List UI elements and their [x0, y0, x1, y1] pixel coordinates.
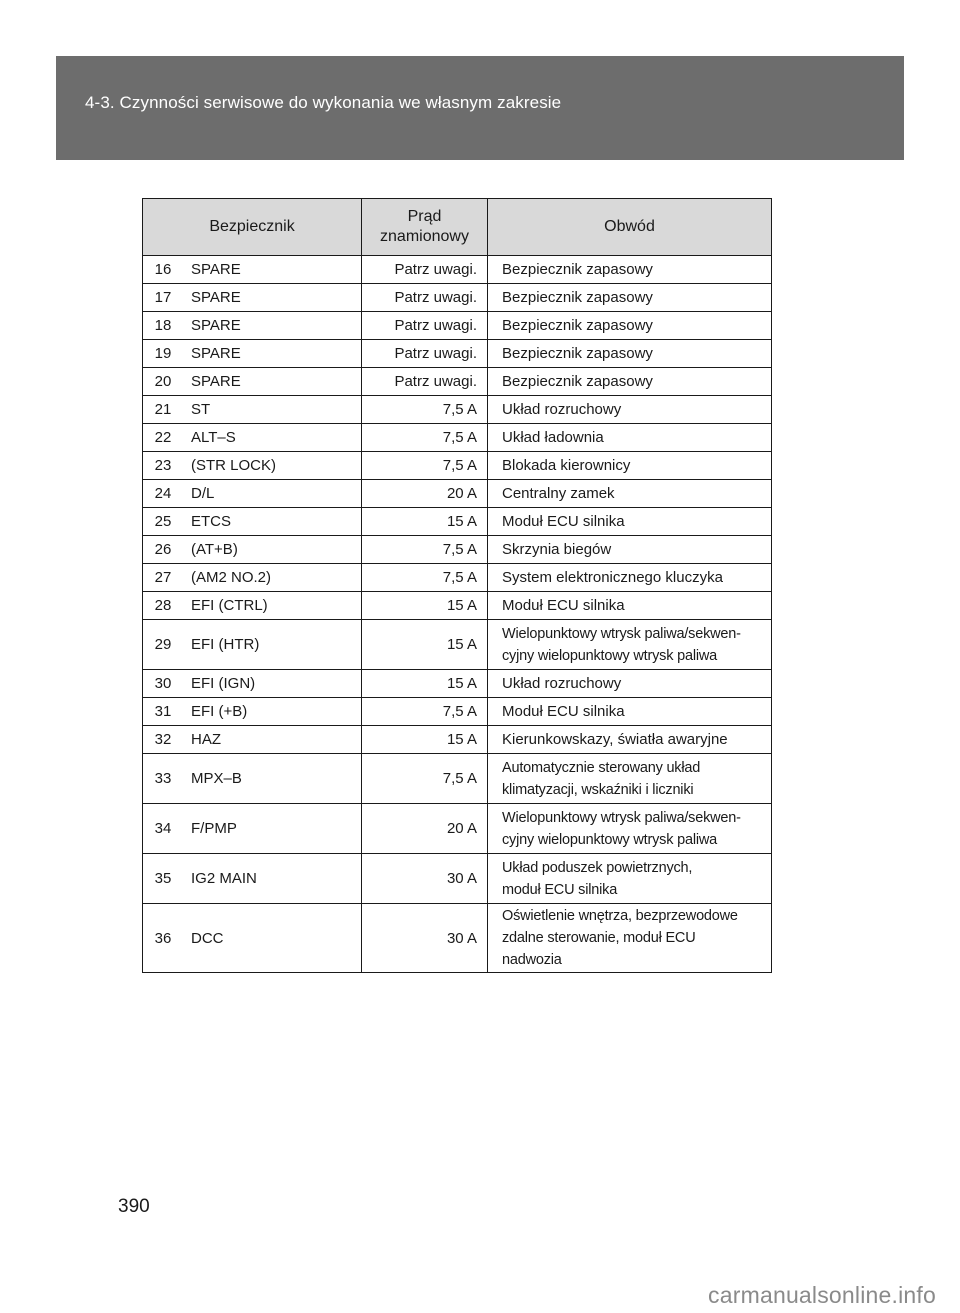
circuit-line: Układ ładownia: [502, 428, 604, 446]
fuse-circuit: [488, 312, 772, 340]
fuse-rating: 15 A: [362, 620, 488, 670]
header-rating-line2: znamionowy: [380, 228, 469, 245]
fuse-rating: Patrz uwagi.: [362, 284, 488, 312]
fuse-circuit: [488, 340, 772, 368]
table-row: [143, 904, 772, 973]
fuse-number: 20: [143, 368, 184, 396]
table-row: [143, 564, 772, 592]
fuse-rating: 15 A: [362, 726, 488, 754]
circuit-line: Centralny zamek: [502, 484, 615, 502]
circuit-line: Moduł ECU silnika: [502, 512, 625, 530]
circuit-line: Bezpiecznik zapasowy: [502, 372, 653, 390]
fuse-number: 32: [143, 726, 184, 754]
fuse-number: 19: [143, 340, 184, 368]
table-row: [143, 368, 772, 396]
fuse-rating: 7,5 A: [362, 452, 488, 480]
fuse-number: 35: [143, 854, 184, 904]
fuse-name: EFI (CTRL): [183, 592, 362, 620]
fuse-number: 33: [143, 754, 184, 804]
table-row: [143, 804, 772, 854]
fuse-number: 22: [143, 424, 184, 452]
fuse-circuit: [488, 726, 772, 754]
circuit-line: cyjny wielopunktowy wtrysk paliwa: [502, 647, 718, 664]
fuse-circuit: [488, 620, 772, 670]
circuit-line: cyjny wielopunktowy wtrysk paliwa: [502, 831, 718, 848]
fuse-number: 34: [143, 804, 184, 854]
fuse-rating: 7,5 A: [362, 698, 488, 726]
fuse-name: SPARE: [183, 368, 362, 396]
table-row: [143, 480, 772, 508]
fuse-number: 26: [143, 536, 184, 564]
fuse-circuit: [488, 256, 772, 284]
circuit-line: Wielopunktowy wtrysk paliwa/sekwen-: [502, 809, 741, 826]
section-title: 4-3. Czynności serwisowe do wykonania we własnym zakresie: [85, 93, 562, 112]
fuse-rating: 30 A: [362, 904, 488, 973]
table-row: [143, 670, 772, 698]
fuse-number: 16: [143, 256, 184, 284]
fuse-name: ETCS: [183, 508, 362, 536]
table-row: [143, 854, 772, 904]
fuse-circuit: [488, 854, 772, 904]
fuse-rating: 15 A: [362, 592, 488, 620]
fuse-name: D/L: [183, 480, 362, 508]
table-row: [143, 340, 772, 368]
circuit-line: zdalne sterowanie, moduł ECU: [502, 930, 696, 946]
table-row: [143, 698, 772, 726]
fuse-circuit: [488, 754, 772, 804]
circuit-line: Kierunkowskazy, światła awaryjne: [502, 730, 728, 748]
fuse-name: EFI (HTR): [183, 620, 362, 670]
header-rating-line1: Prąd: [407, 208, 442, 225]
circuit-line: Moduł ECU silnika: [502, 702, 625, 720]
fuse-number: 27: [143, 564, 184, 592]
fuse-name: (AT+B): [183, 536, 362, 564]
fuse-circuit: [488, 564, 772, 592]
circuit-line: Układ rozruchowy: [502, 400, 622, 418]
table-row: [143, 536, 772, 564]
circuit-line: Bezpiecznik zapasowy: [502, 288, 653, 306]
fuse-number: 23: [143, 452, 184, 480]
fuse-circuit: [488, 508, 772, 536]
table-body: [143, 256, 772, 973]
fuse-number: 24: [143, 480, 184, 508]
fuse-circuit: [488, 592, 772, 620]
fuse-name: MPX–B: [183, 754, 362, 804]
circuit-line: Blokada kierownicy: [502, 456, 631, 474]
section-header-bar: [56, 56, 904, 160]
fuse-circuit: [488, 804, 772, 854]
fuse-name: EFI (+B): [183, 698, 362, 726]
fuse-circuit: [488, 698, 772, 726]
watermark: carmanualsonline.info: [708, 1282, 936, 1308]
header-circuit: Obwód: [488, 199, 772, 256]
header-rating: [362, 199, 488, 256]
circuit-line: Automatycznie sterowany układ: [502, 759, 701, 776]
fuse-rating: 7,5 A: [362, 396, 488, 424]
table-row: [143, 284, 772, 312]
fuse-circuit: [488, 284, 772, 312]
fuse-number: 25: [143, 508, 184, 536]
circuit-line: Oświetlenie wnętrza, bezprzewodowe: [502, 908, 738, 924]
table-row: [143, 396, 772, 424]
fuse-rating: Patrz uwagi.: [362, 340, 488, 368]
table-row: [143, 424, 772, 452]
fuse-circuit: [488, 536, 772, 564]
fuse-circuit: [488, 424, 772, 452]
circuit-line: moduł ECU silnika: [502, 881, 618, 898]
fuse-rating: 7,5 A: [362, 754, 488, 804]
table-row: [143, 592, 772, 620]
fuse-rating: 15 A: [362, 508, 488, 536]
circuit-line: Układ poduszek powietrznych,: [502, 859, 693, 876]
fuse-rating: 7,5 A: [362, 564, 488, 592]
fuse-name: (STR LOCK): [183, 452, 362, 480]
fuse-name: IG2 MAIN: [183, 854, 362, 904]
fuse-number: 28: [143, 592, 184, 620]
fuse-name: SPARE: [183, 340, 362, 368]
fuse-table: [142, 198, 772, 973]
fuse-number: 36: [143, 904, 184, 973]
table-row: [143, 256, 772, 284]
fuse-name: ST: [183, 396, 362, 424]
circuit-line: Bezpiecznik zapasowy: [502, 344, 653, 362]
table-row: [143, 312, 772, 340]
circuit-line: Bezpiecznik zapasowy: [502, 316, 653, 334]
circuit-line: nadwozia: [502, 952, 562, 968]
circuit-line: Skrzynia biegów: [502, 540, 612, 558]
table-row: [143, 452, 772, 480]
fuse-name: DCC: [183, 904, 362, 973]
fuse-name: EFI (IGN): [183, 670, 362, 698]
fuse-rating: Patrz uwagi.: [362, 312, 488, 340]
fuse-circuit: [488, 670, 772, 698]
fuse-rating: 20 A: [362, 804, 488, 854]
fuse-name: SPARE: [183, 256, 362, 284]
fuse-name: SPARE: [183, 284, 362, 312]
fuse-number: 21: [143, 396, 184, 424]
fuse-name: (AM2 NO.2): [183, 564, 362, 592]
circuit-line: Moduł ECU silnika: [502, 596, 625, 614]
fuse-rating: 15 A: [362, 670, 488, 698]
fuse-circuit: [488, 368, 772, 396]
fuse-number: 17: [143, 284, 184, 312]
fuse-name: SPARE: [183, 312, 362, 340]
fuse-circuit: [488, 396, 772, 424]
circuit-line: Układ rozruchowy: [502, 674, 622, 692]
fuse-rating: 20 A: [362, 480, 488, 508]
fuse-circuit: [488, 480, 772, 508]
fuse-rating: 7,5 A: [362, 536, 488, 564]
table-row: [143, 620, 772, 670]
table-row: [143, 726, 772, 754]
fuse-number: 18: [143, 312, 184, 340]
circuit-line: Wielopunktowy wtrysk paliwa/sekwen-: [502, 625, 741, 642]
fuse-rating: Patrz uwagi.: [362, 368, 488, 396]
fuse-name: F/PMP: [183, 804, 362, 854]
fuse-rating: Patrz uwagi.: [362, 256, 488, 284]
fuse-number: 29: [143, 620, 184, 670]
circuit-line: Bezpiecznik zapasowy: [502, 260, 653, 278]
fuse-rating: 30 A: [362, 854, 488, 904]
fuse-number: 30: [143, 670, 184, 698]
fuse-circuit: [488, 904, 772, 973]
circuit-line: System elektronicznego kluczyka: [502, 568, 723, 586]
fuse-number: 31: [143, 698, 184, 726]
table-row: [143, 754, 772, 804]
header-fuse: Bezpiecznik: [143, 199, 362, 256]
fuse-name: ALT–S: [183, 424, 362, 452]
fuse-rating: 7,5 A: [362, 424, 488, 452]
page-number: 390: [118, 1196, 150, 1217]
circuit-line: klimatyzacji, wskaźniki i liczniki: [502, 781, 694, 798]
fuse-name: HAZ: [183, 726, 362, 754]
table-row: [143, 508, 772, 536]
fuse-circuit: [488, 452, 772, 480]
table-header-row: [143, 199, 772, 256]
